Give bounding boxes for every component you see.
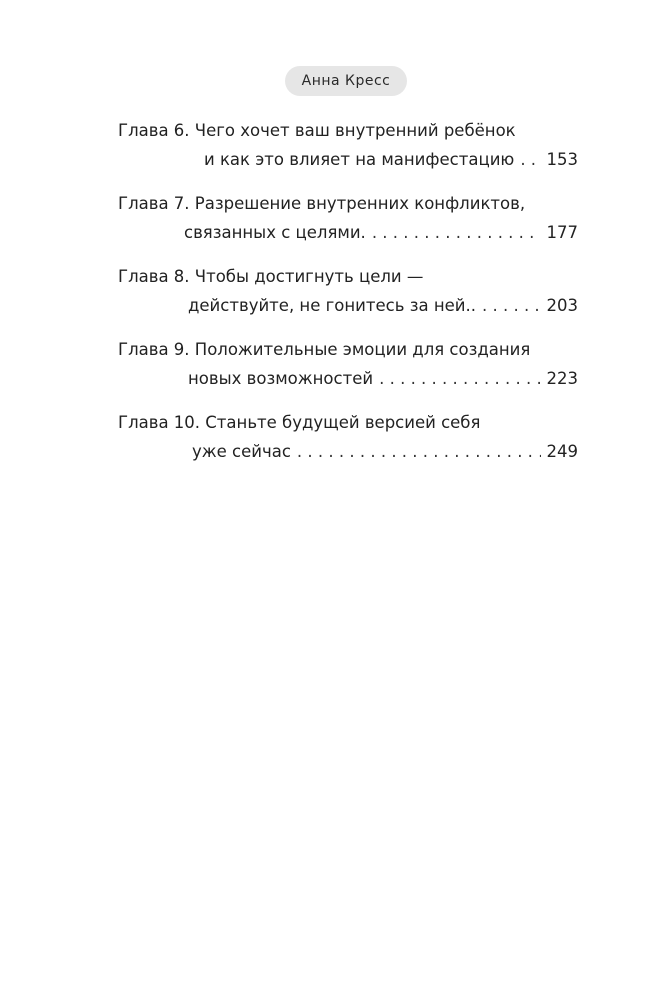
toc-entry-title-continuation: действуйте, не гонитесь за ней.. bbox=[188, 296, 476, 315]
toc-entry-title-continuation: связанных с целями. bbox=[184, 223, 366, 242]
toc-entry-title-continuation: новых возможностей bbox=[188, 369, 374, 388]
toc-entry-chapter-10[interactable] bbox=[118, 408, 578, 466]
author-name: Анна Кресс bbox=[301, 73, 391, 89]
toc-entry-title: Глава 6. Чего хочет ваш внутренний ребёнок bbox=[118, 121, 516, 140]
toc-leader-dots bbox=[482, 291, 541, 320]
toc-entry-title-continuation: уже сейчас bbox=[192, 442, 291, 461]
toc-entry-title: Глава 10. Станьте будущей версией себя bbox=[118, 413, 481, 432]
toc-page-number: 203 bbox=[546, 296, 578, 315]
toc-entry-chapter-7[interactable] bbox=[118, 189, 578, 247]
toc-page-number: 177 bbox=[546, 223, 578, 242]
table-of-contents bbox=[118, 116, 578, 481]
toc-leader-dots bbox=[297, 437, 541, 466]
toc-entry-chapter-9[interactable] bbox=[118, 335, 578, 393]
toc-page-number: 153 bbox=[546, 150, 578, 169]
toc-entry-title: Глава 7. Разрешение внутренних конфликтов, bbox=[118, 194, 526, 213]
toc-leader-dots bbox=[520, 145, 540, 174]
toc-leader-dots bbox=[372, 218, 541, 247]
toc-entry-chapter-8[interactable] bbox=[118, 262, 578, 320]
toc-entry-chapter-6[interactable] bbox=[118, 116, 578, 174]
running-header-author bbox=[285, 66, 407, 96]
toc-entry-title-continuation: и как это влияет на манифестацию bbox=[204, 150, 515, 169]
toc-page-number: 223 bbox=[546, 369, 578, 388]
toc-entry-title: Глава 9. Положительные эмоции для создания bbox=[118, 340, 531, 359]
toc-page-number: 249 bbox=[546, 442, 578, 461]
toc-entry-title: Глава 8. Чтобы достигнуть цели — bbox=[118, 267, 424, 286]
toc-leader-dots bbox=[379, 364, 540, 393]
